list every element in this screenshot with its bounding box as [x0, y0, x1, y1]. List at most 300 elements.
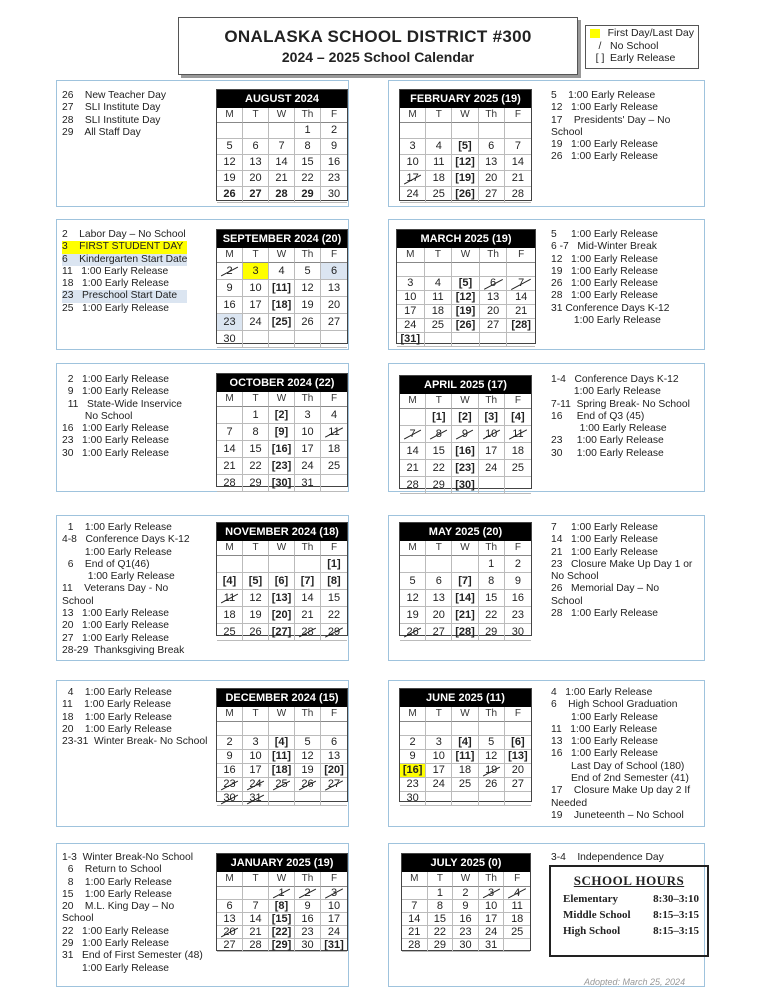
- day-cell: [20]: [321, 764, 347, 778]
- day-cell: 2: [217, 736, 243, 750]
- day-cell: 26: [479, 778, 505, 792]
- month-title: MARCH 2025 (19): [397, 230, 535, 248]
- day-cell: [23]: [269, 458, 295, 475]
- calendar-grid: [217, 392, 347, 492]
- day-cell: 4: [504, 887, 530, 900]
- note-line: 15 1:00 Early Release: [62, 888, 172, 900]
- day-cell: [16]: [400, 764, 426, 778]
- day-cell: [22]: [269, 926, 295, 939]
- day-cell: [16]: [452, 443, 478, 460]
- weekday-label: M: [217, 392, 243, 407]
- hours-row-high: High School 8:15–3:15: [563, 925, 699, 937]
- day-cell: [14]: [452, 590, 478, 607]
- day-cell: 12: [479, 750, 505, 764]
- day-cell: 8: [428, 900, 454, 913]
- day-cell: [480, 263, 508, 277]
- note-line: 23 1:00 Early Release: [551, 435, 664, 447]
- day-cell: 2: [217, 263, 243, 280]
- note-line: 16 1:00 Early Release: [551, 748, 659, 760]
- note-line: 6 High School Graduation: [551, 699, 678, 711]
- day-cell: 24: [479, 460, 505, 477]
- day-cell: 2: [453, 887, 479, 900]
- day-cell: [452, 556, 478, 573]
- note-line: 7 1:00 Early Release: [551, 522, 659, 533]
- month-calendar-aug: [216, 89, 348, 201]
- hours-row-elementary: Elementary 8:30–3:10: [563, 893, 699, 905]
- weekday-label: F: [321, 392, 347, 407]
- month-notes-jul: [551, 852, 664, 864]
- day-cell: 12: [217, 155, 243, 171]
- day-cell: 9: [400, 750, 426, 764]
- weekday-label: T: [426, 108, 452, 123]
- note-line: 20 1:00 Early Release: [62, 620, 170, 632]
- day-cell: 23: [400, 778, 426, 792]
- month-title: JANUARY 2025 (19): [217, 854, 347, 872]
- day-cell: 12: [243, 590, 269, 607]
- day-cell: 13: [243, 155, 269, 171]
- district-title: ONALASKA SCHOOL DISTRICT #300: [224, 27, 532, 46]
- day-cell: [479, 792, 505, 806]
- day-cell: 11: [217, 590, 243, 607]
- day-cell: 30: [217, 792, 243, 806]
- day-cell: 6: [321, 736, 347, 750]
- weekday-label: M: [400, 108, 426, 123]
- day-cell: [295, 792, 321, 806]
- day-cell: 27: [480, 319, 508, 333]
- day-cell: 9: [321, 139, 347, 155]
- note-line: 18 1:00 Early Release: [62, 278, 170, 290]
- calendar-grid: [217, 248, 347, 348]
- day-cell: [425, 263, 453, 277]
- day-cell: 13: [217, 913, 243, 926]
- month-notes-mar: [551, 229, 669, 327]
- day-cell: 14: [505, 155, 531, 171]
- note-line: 4 1:00 Early Release: [62, 687, 172, 698]
- day-cell: [452, 123, 478, 139]
- day-cell: 7: [402, 900, 428, 913]
- note-line: 19 1:00 Early Release: [551, 139, 659, 151]
- day-cell: [217, 407, 243, 424]
- note-line: 6 Return to School: [62, 864, 162, 876]
- month-calendar-feb: [399, 89, 532, 201]
- day-cell: 17: [479, 443, 505, 460]
- day-cell: 15: [479, 590, 505, 607]
- weekday-label: W: [269, 108, 295, 123]
- day-cell: [479, 477, 505, 494]
- note-line: 16 1:00 Early Release: [62, 423, 170, 435]
- day-cell: [27]: [269, 624, 295, 641]
- day-cell: 25: [321, 458, 347, 475]
- weekday-label: Th: [295, 392, 321, 407]
- day-cell: 21: [217, 458, 243, 475]
- day-cell: [479, 722, 505, 736]
- day-cell: [452, 792, 478, 806]
- day-cell: 7: [400, 426, 426, 443]
- day-cell: [217, 722, 243, 736]
- legend-early-release: [ ] Early Release: [595, 52, 676, 64]
- day-cell: 3: [426, 736, 452, 750]
- weekday-label: M: [217, 108, 243, 123]
- day-cell: 17: [243, 297, 269, 314]
- day-cell: [7]: [295, 573, 321, 590]
- note-line: 11 1:00 Early Release: [551, 723, 658, 735]
- note-line: 5 1:00 Early Release: [551, 229, 659, 240]
- weekday-label: Th: [479, 872, 505, 887]
- day-cell: 28: [269, 187, 295, 203]
- weekday-label: F: [505, 108, 531, 123]
- calendar-subtitle: 2024 – 2025 School Calendar: [281, 49, 475, 65]
- weekday-label: Th: [295, 248, 321, 263]
- day-cell: 7: [507, 277, 535, 291]
- month-calendar-oct: [216, 373, 348, 487]
- day-cell: [426, 556, 452, 573]
- hours-row-middle: Middle School 8:15–3:15: [563, 909, 699, 921]
- day-cell: 30: [505, 624, 531, 641]
- weekday-label: M: [402, 872, 428, 887]
- note-line: 31 End of First Semester (48): [62, 950, 203, 962]
- note-line: 28-29 Thanksgiving Break: [62, 644, 185, 656]
- day-cell: 27: [321, 778, 347, 792]
- day-cell: 10: [321, 900, 347, 913]
- day-cell: [426, 722, 452, 736]
- day-cell: 7: [217, 424, 243, 441]
- day-cell: [402, 887, 428, 900]
- day-cell: 29: [479, 624, 505, 641]
- calendar-grid: [400, 108, 531, 203]
- weekday-label: T: [243, 872, 269, 887]
- day-cell: [19]: [452, 171, 478, 187]
- month-title: FEBRUARY 2025 (19): [400, 90, 531, 108]
- day-cell: 25: [426, 187, 452, 203]
- day-cell: 10: [479, 900, 505, 913]
- day-cell: [4]: [217, 573, 243, 590]
- day-cell: 28: [505, 187, 531, 203]
- month-calendar-may: [399, 522, 532, 636]
- month-notes-aug: [62, 90, 166, 139]
- legend: [585, 25, 699, 69]
- day-cell: [21]: [452, 607, 478, 624]
- day-cell: 24: [397, 319, 425, 333]
- note-line: 6 -7 Mid-Winter Break: [551, 241, 657, 253]
- note-line: 2 Labor Day – No School: [62, 229, 186, 240]
- note-line: 27 1:00 Early Release: [62, 632, 170, 644]
- day-cell: 29: [426, 477, 452, 494]
- day-cell: 21: [400, 460, 426, 477]
- day-cell: 27: [505, 778, 531, 792]
- note-line: End of 2nd Semester (41): [551, 773, 689, 785]
- day-cell: 20: [217, 926, 243, 939]
- day-cell: 27: [426, 624, 452, 641]
- day-cell: [11]: [269, 280, 295, 297]
- note-line: 6 End of Q1(46): [62, 558, 150, 570]
- day-cell: 12: [400, 590, 426, 607]
- day-cell: [8]: [269, 900, 295, 913]
- note-line: 21 1:00 Early Release: [551, 546, 659, 558]
- day-cell: 17: [243, 764, 269, 778]
- weekday-label: M: [400, 541, 426, 556]
- weekday-label: W: [452, 108, 478, 123]
- day-cell: 22: [295, 171, 321, 187]
- day-cell: [12]: [452, 155, 478, 171]
- day-cell: [2]: [452, 409, 478, 426]
- month-notes-nov: [62, 522, 190, 657]
- day-cell: [505, 123, 531, 139]
- weekday-label: W: [452, 248, 480, 263]
- day-cell: 24: [400, 187, 426, 203]
- calendar-grid: [402, 872, 530, 952]
- day-cell: 22: [243, 458, 269, 475]
- day-cell: 26: [400, 624, 426, 641]
- day-cell: 4: [269, 263, 295, 280]
- month-calendar-sep: [216, 229, 348, 344]
- day-cell: 18: [452, 764, 478, 778]
- day-cell: [19]: [452, 305, 480, 319]
- day-cell: 9: [452, 426, 478, 443]
- day-cell: 29: [295, 187, 321, 203]
- calendar-grid: [400, 707, 531, 806]
- day-cell: 23: [505, 607, 531, 624]
- day-cell: 28: [243, 939, 269, 952]
- day-cell: 15: [295, 155, 321, 171]
- day-cell: 31: [295, 475, 321, 492]
- day-cell: 23: [217, 314, 243, 331]
- day-cell: [2]: [269, 407, 295, 424]
- weekday-label: Th: [479, 108, 505, 123]
- day-cell: 31: [243, 792, 269, 806]
- day-cell: 30: [400, 792, 426, 806]
- note-line: 30 1:00 Early Release: [551, 447, 664, 459]
- note-line: Last Day of School (180): [551, 760, 685, 772]
- legend-first-last: First Day/Last Day: [590, 27, 694, 40]
- day-cell: [321, 331, 347, 348]
- day-cell: [31]: [321, 939, 347, 952]
- day-cell: [217, 123, 243, 139]
- note-line: School: [62, 595, 94, 607]
- day-cell: [452, 263, 480, 277]
- day-cell: [217, 887, 243, 900]
- day-cell: 3: [321, 887, 347, 900]
- day-cell: 18: [505, 443, 531, 460]
- day-cell: [269, 123, 295, 139]
- day-cell: 17: [426, 764, 452, 778]
- legend-no-school: / No School: [598, 39, 659, 52]
- day-cell: [505, 722, 531, 736]
- day-cell: [8]: [321, 573, 347, 590]
- day-cell: 24: [321, 926, 347, 939]
- month-calendar-mar: [396, 229, 536, 344]
- day-cell: 30: [295, 939, 321, 952]
- day-cell: 30: [321, 187, 347, 203]
- note-line: 1-4 Conference Days K-12: [551, 374, 679, 385]
- day-cell: 25: [217, 624, 243, 641]
- day-cell: 15: [243, 441, 269, 458]
- day-cell: [243, 887, 269, 900]
- day-cell: 23: [217, 778, 243, 792]
- day-cell: 14: [400, 443, 426, 460]
- day-cell: [295, 722, 321, 736]
- weekday-label: M: [217, 707, 243, 722]
- day-cell: 3: [243, 736, 269, 750]
- note-line: 1 1:00 Early Release: [62, 522, 172, 533]
- note-line: 11 1:00 Early Release: [62, 699, 172, 711]
- day-cell: 2: [295, 887, 321, 900]
- day-cell: [29]: [269, 939, 295, 952]
- weekday-label: M: [217, 872, 243, 887]
- weekday-label: Th: [480, 248, 508, 263]
- note-line: 6 Kindergarten Start Date: [62, 253, 188, 265]
- day-cell: 17: [295, 441, 321, 458]
- day-cell: [3]: [479, 409, 505, 426]
- month-title: APRIL 2025 (17): [400, 376, 531, 394]
- day-cell: 10: [397, 291, 425, 305]
- calendar-grid: [217, 707, 347, 806]
- day-cell: 31: [479, 939, 505, 952]
- note-line: 8 1:00 Early Release: [62, 876, 172, 888]
- day-cell: [504, 939, 530, 952]
- weekday-label: W: [452, 394, 478, 409]
- day-cell: 23: [295, 926, 321, 939]
- day-cell: 1: [295, 123, 321, 139]
- note-line: 23-31 Winter Break- No School: [62, 736, 208, 748]
- weekday-label: W: [452, 707, 478, 722]
- note-line: 31 Conference Days K-12: [551, 302, 670, 314]
- note-line: 2 1:00 Early Release: [62, 374, 170, 385]
- day-cell: 25: [505, 460, 531, 477]
- day-cell: [7]: [452, 573, 478, 590]
- day-cell: 27: [217, 939, 243, 952]
- day-cell: 18: [217, 607, 243, 624]
- day-cell: [269, 556, 295, 573]
- calendar-grid: [217, 108, 347, 203]
- day-cell: 9: [505, 573, 531, 590]
- day-cell: 11: [321, 424, 347, 441]
- note-line: 26 1:00 Early Release: [551, 278, 659, 290]
- month-notes-may: [551, 522, 692, 620]
- day-cell: 7: [269, 139, 295, 155]
- weekday-label: T: [243, 248, 269, 263]
- day-cell: 16: [217, 764, 243, 778]
- day-cell: 2: [321, 123, 347, 139]
- day-cell: [28]: [507, 319, 535, 333]
- note-line: 5 1:00 Early Release: [551, 90, 656, 101]
- day-cell: [321, 475, 347, 492]
- day-cell: 20: [243, 171, 269, 187]
- note-line: 4 1:00 Early Release: [551, 687, 653, 698]
- day-cell: 21: [402, 926, 428, 939]
- day-cell: 24: [426, 778, 452, 792]
- weekday-label: T: [428, 872, 454, 887]
- note-line: 25 1:00 Early Release: [62, 302, 170, 314]
- day-cell: [479, 123, 505, 139]
- day-cell: 8: [479, 573, 505, 590]
- weekday-label: F: [321, 707, 347, 722]
- day-cell: 20: [321, 297, 347, 314]
- day-cell: [18]: [269, 764, 295, 778]
- note-line: 13 1:00 Early Release: [551, 736, 659, 748]
- day-cell: 13: [479, 155, 505, 171]
- note-line: 4-8 Conference Days K-12: [62, 534, 190, 546]
- day-cell: [4]: [269, 736, 295, 750]
- day-cell: [13]: [505, 750, 531, 764]
- note-line: 26 New Teacher Day: [62, 90, 166, 101]
- day-cell: [28]: [452, 624, 478, 641]
- weekday-label: Th: [479, 707, 505, 722]
- weekday-label: W: [269, 541, 295, 556]
- note-line: 14 1:00 Early Release: [551, 534, 659, 546]
- day-cell: 19: [295, 764, 321, 778]
- day-cell: [16]: [269, 441, 295, 458]
- day-cell: 19: [243, 607, 269, 624]
- day-cell: 16: [505, 590, 531, 607]
- month-notes-jan: [62, 852, 203, 975]
- day-cell: 6: [480, 277, 508, 291]
- day-cell: [15]: [269, 913, 295, 926]
- weekday-label: F: [505, 541, 531, 556]
- day-cell: 5: [217, 139, 243, 155]
- month-title: DECEMBER 2024 (15): [217, 689, 347, 707]
- day-cell: 10: [479, 426, 505, 443]
- day-cell: 1: [428, 887, 454, 900]
- day-cell: 30: [217, 331, 243, 348]
- note-line: 29 1:00 Early Release: [62, 938, 170, 950]
- day-cell: 28: [217, 475, 243, 492]
- day-cell: [269, 792, 295, 806]
- month-notes-jun: [551, 687, 690, 822]
- weekday-label: T: [426, 707, 452, 722]
- day-cell: 16: [295, 913, 321, 926]
- school-hours-box: [549, 865, 709, 957]
- note-line: No School: [62, 410, 133, 422]
- note-line: 1:00 Early Release: [551, 423, 667, 435]
- day-cell: 5: [295, 736, 321, 750]
- day-cell: 28: [295, 624, 321, 641]
- note-line: 12 1:00 Early Release: [551, 102, 659, 114]
- weekday-label: M: [400, 394, 426, 409]
- day-cell: [243, 123, 269, 139]
- day-cell: [269, 722, 295, 736]
- weekday-label: F: [507, 248, 535, 263]
- day-cell: [4]: [505, 409, 531, 426]
- day-cell: 28: [400, 477, 426, 494]
- day-cell: 11: [504, 900, 530, 913]
- note-line: 11 Veterans Day - No: [62, 583, 169, 595]
- day-cell: 22: [426, 460, 452, 477]
- day-cell: [452, 333, 480, 347]
- day-cell: 6: [426, 573, 452, 590]
- day-cell: [20]: [269, 607, 295, 624]
- day-cell: 29: [321, 624, 347, 641]
- note-line: 30 1:00 Early Release: [62, 447, 170, 459]
- day-cell: [400, 556, 426, 573]
- note-line: 11 1:00 Early Release: [62, 265, 169, 277]
- note-line: 13 1:00 Early Release: [62, 608, 170, 620]
- day-cell: 27: [243, 187, 269, 203]
- note-line: 12 1:00 Early Release: [551, 253, 659, 265]
- month-calendar-jul: [401, 853, 531, 951]
- note-line: 28 1:00 Early Release: [551, 290, 659, 302]
- note-line: School: [551, 126, 583, 138]
- day-cell: 5: [479, 736, 505, 750]
- adopted-date: Adopted: March 25, 2024: [584, 977, 686, 987]
- note-line: 3-4 Independence Day: [551, 852, 664, 863]
- note-line: 23 Preschool Start Date: [62, 290, 187, 302]
- day-cell: 10: [243, 280, 269, 297]
- day-cell: [269, 331, 295, 348]
- day-cell: [18]: [269, 297, 295, 314]
- day-cell: [321, 792, 347, 806]
- day-cell: [31]: [397, 333, 425, 347]
- day-cell: [30]: [269, 475, 295, 492]
